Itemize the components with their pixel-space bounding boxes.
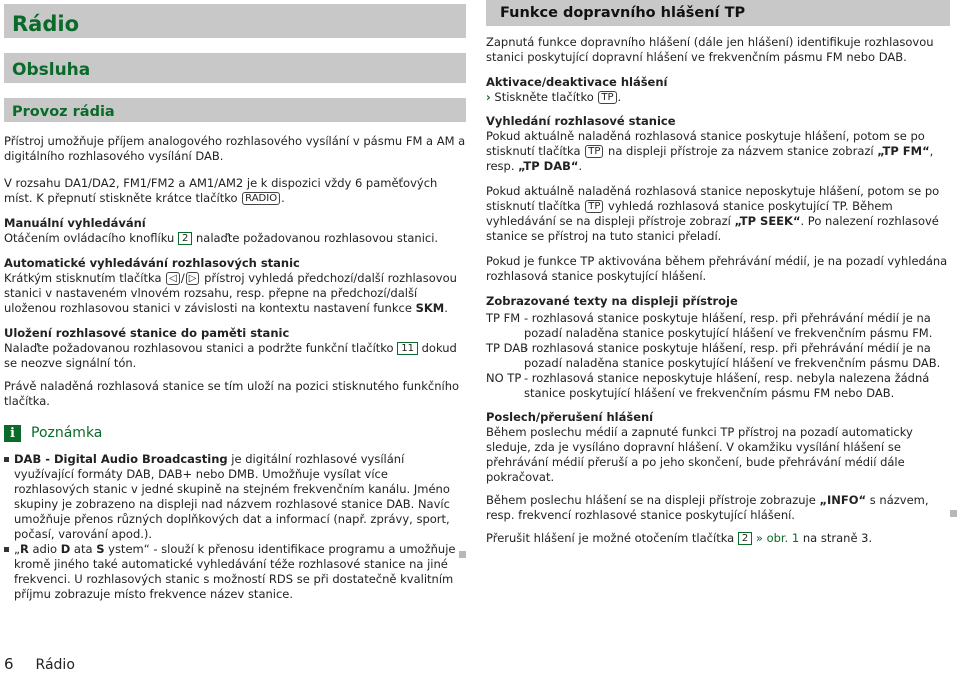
def-no-tp: NO TP - rozhlasová stanice neposkytuje hlášení, resp. nebyla nalezena žádná stanice poskytující hlášení ve frekvenčním pásmu FM nebo DAB.: [486, 371, 930, 400]
note-item-dab: DAB - Digital Audio Broadcasting je digitální rozhlasové vysílání využívající formáty DAB, DAB+ nebo DMB. Umožňuje vysílat více rozhlasových stanic v jedné skupině na stejném frekvenčním kanálu. Jméno skupiny je zobrazeno na displeji nad názvem rozhlasové stanice DAB. Navíc umožňuje přenos různých doplňkových dat a informací (např. zprávy, sport, počasí, varování apod.).: [4, 452, 466, 542]
tp-title: Funkce dopravního hlášení TP: [486, 0, 950, 26]
end-marker-left: [459, 551, 466, 558]
display-texts-list: [486, 311, 950, 401]
save-heading: Uložení rozhlasové stanice do paměti stanic: [4, 326, 290, 340]
info-icon: i: [4, 425, 21, 442]
section-title: Obsluha: [4, 53, 466, 83]
auto-heading: Automatické vyhledávání rozhlasových stanic: [4, 256, 300, 270]
radio-key: RADIO: [242, 192, 280, 205]
paragraph-auto: Krátkým stisknutím tlačítka ◁ / ▷ přístroj vyhledá předchozí/další rozhlasovou stanici v nastaveném vlnovém rozsahu, resp. přepne na předchozí/další uloženou rozhlasovou stanici v závislosti na kontextu nastavení funkce SKM.: [4, 271, 457, 315]
paragraph-media: Pokud je funkce TP aktivována během přehrávání médií, je na pozadí vyhledána rozhlasová stanice poskytující hlášení.: [486, 254, 948, 283]
page-title: Rádio: [4, 4, 466, 38]
activation-heading: Aktivace/deaktivace hlášení: [486, 75, 668, 89]
figure-link[interactable]: » obr. 1: [752, 531, 800, 545]
step-arrow-icon: ›: [486, 90, 491, 104]
paragraph-manual: Otáčením ovládacího knoflíku 2 nalaďte požadovanou rozhlasovou stanici.: [4, 231, 439, 245]
paragraph-search: Pokud aktuálně naladěná rozhlasová stanice poskytuje hlášení, potom se po stisknutí tlačítka TP na displeji přístroje za názvem stanice zobrazí „TP FM“, resp. „TP DAB“.: [486, 129, 934, 173]
next-key: ▷: [186, 272, 200, 285]
callout-2: 2: [178, 232, 192, 245]
search-heading: Vyhledání rozhlasové stanice: [486, 114, 676, 128]
manual-heading: Manuální vyhledávání: [4, 216, 146, 230]
page-footer: [4, 657, 75, 673]
callout-2-right: 2: [738, 532, 752, 545]
left-column: [4, 0, 466, 602]
paragraph-interrupt: Přerušit hlášení je možné otočením tlačítka 2 » obr. 1 na straně 3.: [486, 531, 873, 545]
paragraph-save: Nalaďte požadovanou rozhlasovou stanici a podržte funkční tlačítko 11 dokud se neozve signální tón.: [4, 341, 457, 370]
footer-label: Rádio: [35, 657, 75, 673]
activation-step: › Stiskněte tlačítko TP .: [486, 90, 622, 104]
note-heading: [4, 425, 466, 442]
listen-heading: Poslech/přerušení hlášení: [486, 410, 654, 424]
note-title: Poznámka: [31, 425, 103, 441]
paragraph-tp-intro: Zapnutá funkce dopravního hlášení (dále jen hlášení) identifikuje rozhlasovou stanici poskytující dopravní hlášení ve frekvenčním pásmu FM nebo DAB.: [486, 35, 934, 64]
paragraph-listen: Během poslechu médií a zapnuté funkci TP přístroj na pozadí automaticky sleduje, zda je vysíláno dopravní hlášení. V okamžiku vysílání hlášení se přehrávání médií přeruší a po jeho skončení, bude přehrávání médií dále pokračovat.: [486, 425, 913, 484]
def-tp-dab: TP DAB - rozhlasová stanice poskytuje hlášení, resp. při přehrávání médií je na pozadí naladěna stanice poskytující hlášení ve frekvenčním pásmu DAB.: [486, 341, 941, 370]
callout-11: 11: [397, 342, 418, 355]
paragraph-save2: Právě naladěná rozhlasová stanice se tím uloží na pozici stisknutého funkčního tlačítka.: [4, 379, 460, 408]
prev-key: ◁: [166, 272, 180, 285]
note-item-rds: „R adio D ata S ystem“ - slouží k přenosu identifikace programu a umožňuje kromě jiného také automatické vyhledávání téže rozhlasové stanice na jiné frekvenci. U rozhlasových stanic s možností RDS se při dostatečně kvalitním příjmu zobrazuje místo frekvence název stanice.: [4, 542, 466, 602]
page-number: 6: [4, 655, 14, 673]
def-tp-fm: TP FM - rozhlasová stanice poskytuje hlášení, resp. při přehrávání médií je na pozadí naladěna stanice poskytující hlášení ve frekvenčním pásmu FM.: [486, 311, 933, 340]
tp-key: TP: [598, 91, 616, 104]
texts-heading: Zobrazované texty na displeji přístroje: [486, 294, 738, 308]
paragraph-info: Během poslechu hlášení se na displeji přístroje zobrazuje „INFO“ s názvem, resp. frekvencí rozhlasové stanice poskytující hlášení.: [486, 493, 929, 522]
paragraph-memory: V rozsahu DA1/DA2, FM1/FM2 a AM1/AM2 je k dispozici vždy 6 paměťových míst. K přepnutí stiskněte krátce tlačítko RADIO .: [4, 176, 438, 205]
right-column: [486, 0, 950, 546]
paragraph-seek: Pokud aktuálně naladěná rozhlasová stanice neposkytuje hlášení, potom se po stisknutí tlačítka TP vyhledá rozhlasová stanice poskytující TP. Během vyhledávání se na displeji přístroje zobrazí „TP SEEK“. Po nalezení rozhlasové stanice se přístroj na tuto stanici přeladí.: [486, 184, 940, 243]
subsection-title: Provoz rádia: [4, 98, 466, 122]
end-marker-right: [950, 510, 957, 517]
paragraph-intro: Přístroj umožňuje příjem analogového rozhlasového vysílání v pásmu FM a AM a digitálního rozhlasového vysílání DAB.: [4, 134, 466, 163]
